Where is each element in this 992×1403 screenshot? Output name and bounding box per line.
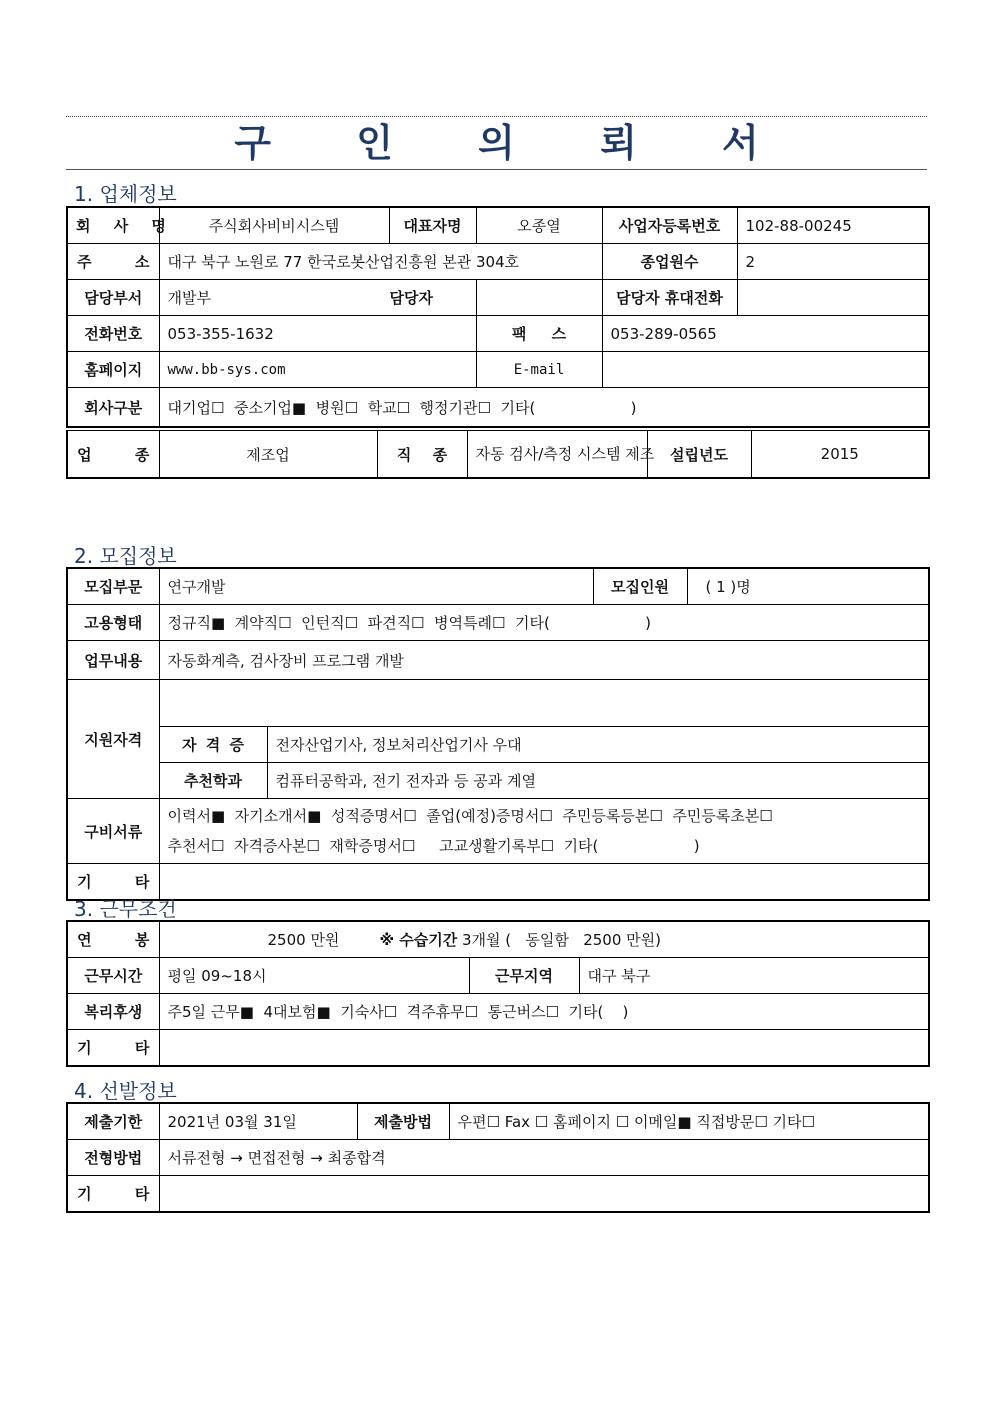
welfare-label: 복리후생 <box>67 994 159 1030</box>
homepage-label: 홈페이지 <box>67 352 159 388</box>
contact-label: 담당자 <box>389 289 433 307</box>
selection-etc-value[interactable] <box>159 1176 929 1213</box>
section-heading-company: 1. 업체정보 <box>74 182 177 206</box>
section-heading-selection: 4. 선발정보 <box>74 1079 177 1103</box>
work-area-label: 근무지역 <box>469 958 579 994</box>
fax-value[interactable]: 053-289-0565 <box>602 316 929 352</box>
ceo-value[interactable]: 오종열 <box>476 207 602 244</box>
title-underline <box>66 169 927 170</box>
work-hours-label: 근무시간 <box>67 958 159 994</box>
contact-value[interactable] <box>389 280 602 316</box>
work-area-value[interactable]: 대구 북구 <box>579 958 929 994</box>
welfare-options[interactable]: 주5일 근무■ 4대보험■ 기숙사☐ 격주휴무☐ 통근버스☐ 기타( ) <box>159 994 929 1030</box>
industry-value[interactable]: 제조업 <box>159 431 377 479</box>
recruit-dept-label: 모집부문 <box>67 568 159 605</box>
work-conditions-table <box>66 920 930 1067</box>
documents-options[interactable] <box>159 799 929 864</box>
probation-label: ※ 수습기간 <box>379 931 458 949</box>
job-desc-label: 업무내용 <box>67 641 159 680</box>
recruit-etc-label: 기 타 <box>67 864 159 901</box>
job-type-value[interactable]: 자동 검사/측정 시스템 제조 <box>467 431 647 479</box>
company-name-label: 회 사 명 <box>67 207 159 244</box>
qualification-value[interactable] <box>159 680 929 727</box>
address-label: 주 소 <box>67 244 159 280</box>
top-dotted-rule <box>66 116 927 117</box>
major-label: 추천학과 <box>159 763 267 799</box>
salary-value[interactable] <box>159 921 929 958</box>
salary-amount: 2500 만원 <box>267 931 340 949</box>
probation-detail: 3개월 ( 동일함 2500 만원) <box>461 931 661 949</box>
ceo-label: 대표자명 <box>389 207 476 244</box>
founded-value[interactable]: 2015 <box>751 431 929 479</box>
dept-label: 담당부서 <box>67 280 159 316</box>
submit-method-options[interactable]: 우편☐ Fax ☐ 홈페이지 ☐ 이메일■ 직접방문☐ 기타☐ <box>449 1103 929 1140</box>
conditions-etc-value[interactable] <box>159 1030 929 1067</box>
certificate-label: 자 격 증 <box>159 727 267 763</box>
company-name-value[interactable]: 주식회사비비시스템 <box>159 207 389 244</box>
documents-line-2: 추천서☐ 자격증사본☐ 재학증명서☐ 고교생활기록부☐ 기타( ) <box>167 837 700 855</box>
employees-value[interactable]: 2 <box>737 244 929 280</box>
recruit-etc-value[interactable] <box>159 864 929 901</box>
founded-label: 설립년도 <box>647 431 751 479</box>
tel-value[interactable]: 053-355-1632 <box>159 316 476 352</box>
certificate-value[interactable]: 전자산업기사, 정보처리산업기사 우대 <box>267 727 929 763</box>
mobile-value[interactable] <box>737 280 929 316</box>
selection-etc-label: 기 타 <box>67 1176 159 1213</box>
recruit-dept-value[interactable]: 연구개발 <box>159 568 593 605</box>
recruit-count-value[interactable]: ( 1 )명 <box>687 568 929 605</box>
employment-type-label: 고용형태 <box>67 605 159 641</box>
deadline-label: 제출기한 <box>67 1103 159 1140</box>
industry-label: 업 종 <box>67 431 159 479</box>
process-value[interactable]: 서류전형 → 면접전형 → 최종합격 <box>159 1140 929 1176</box>
major-value[interactable]: 컴퓨터공학과, 전기 전자과 등 공과 계열 <box>267 763 929 799</box>
company-industry-table <box>66 430 930 479</box>
address-value[interactable]: 대구 북구 노원로 77 한국로봇산업진흥원 본관 304호 <box>159 244 602 280</box>
fax-label: 팩 스 <box>476 316 602 352</box>
documents-line-1: 이력서■ 자기소개서■ 성적증명서☐ 졸업(예정)증명서☐ 주민등록등본☐ 주민등록초본☐ <box>167 807 773 825</box>
company-type-label: 회사구분 <box>67 388 159 428</box>
bizno-label: 사업자등록번호 <box>602 207 737 244</box>
submit-method-label: 제출방법 <box>357 1103 449 1140</box>
section-heading-conditions: 3. 근무조건 <box>74 897 177 921</box>
job-type-label: 직 종 <box>377 431 467 479</box>
company-info-table <box>66 206 930 428</box>
employment-type-options[interactable]: 정규직■ 계약직☐ 인턴직☐ 파견직☐ 병역특례☐ 기타( ) <box>159 605 929 641</box>
recruit-count-label: 모집인원 <box>593 568 687 605</box>
email-label: E-mail <box>476 352 602 388</box>
qualification-label: 지원자격 <box>67 680 159 799</box>
bizno-value[interactable]: 102-88-00245 <box>737 207 929 244</box>
selection-info-table <box>66 1102 930 1213</box>
mobile-label: 담당자 휴대전화 <box>602 280 737 316</box>
job-desc-value[interactable]: 자동화계측, 검사장비 프로그램 개발 <box>159 641 929 680</box>
salary-label: 연 봉 <box>67 921 159 958</box>
homepage-value[interactable]: www.bb-sys.com <box>159 352 476 388</box>
company-type-options[interactable]: 대기업☐ 중소기업■ 병원☐ 학교☐ 행정기관☐ 기타( ) <box>159 388 929 428</box>
page-title: 구 인 의 뢰 서 <box>234 121 795 165</box>
recruit-info-table <box>66 567 930 901</box>
email-value[interactable] <box>602 352 929 388</box>
conditions-etc-label: 기 타 <box>67 1030 159 1067</box>
section-heading-recruit: 2. 모집정보 <box>74 544 177 568</box>
documents-label: 구비서류 <box>67 799 159 864</box>
deadline-value[interactable]: 2021년 03월 31일 <box>159 1103 357 1140</box>
dept-value[interactable]: 개발부 <box>159 280 476 316</box>
work-hours-value[interactable]: 평일 09~18시 <box>159 958 469 994</box>
process-label: 전형방법 <box>67 1140 159 1176</box>
tel-label: 전화번호 <box>67 316 159 352</box>
employees-label: 종업원수 <box>602 244 737 280</box>
